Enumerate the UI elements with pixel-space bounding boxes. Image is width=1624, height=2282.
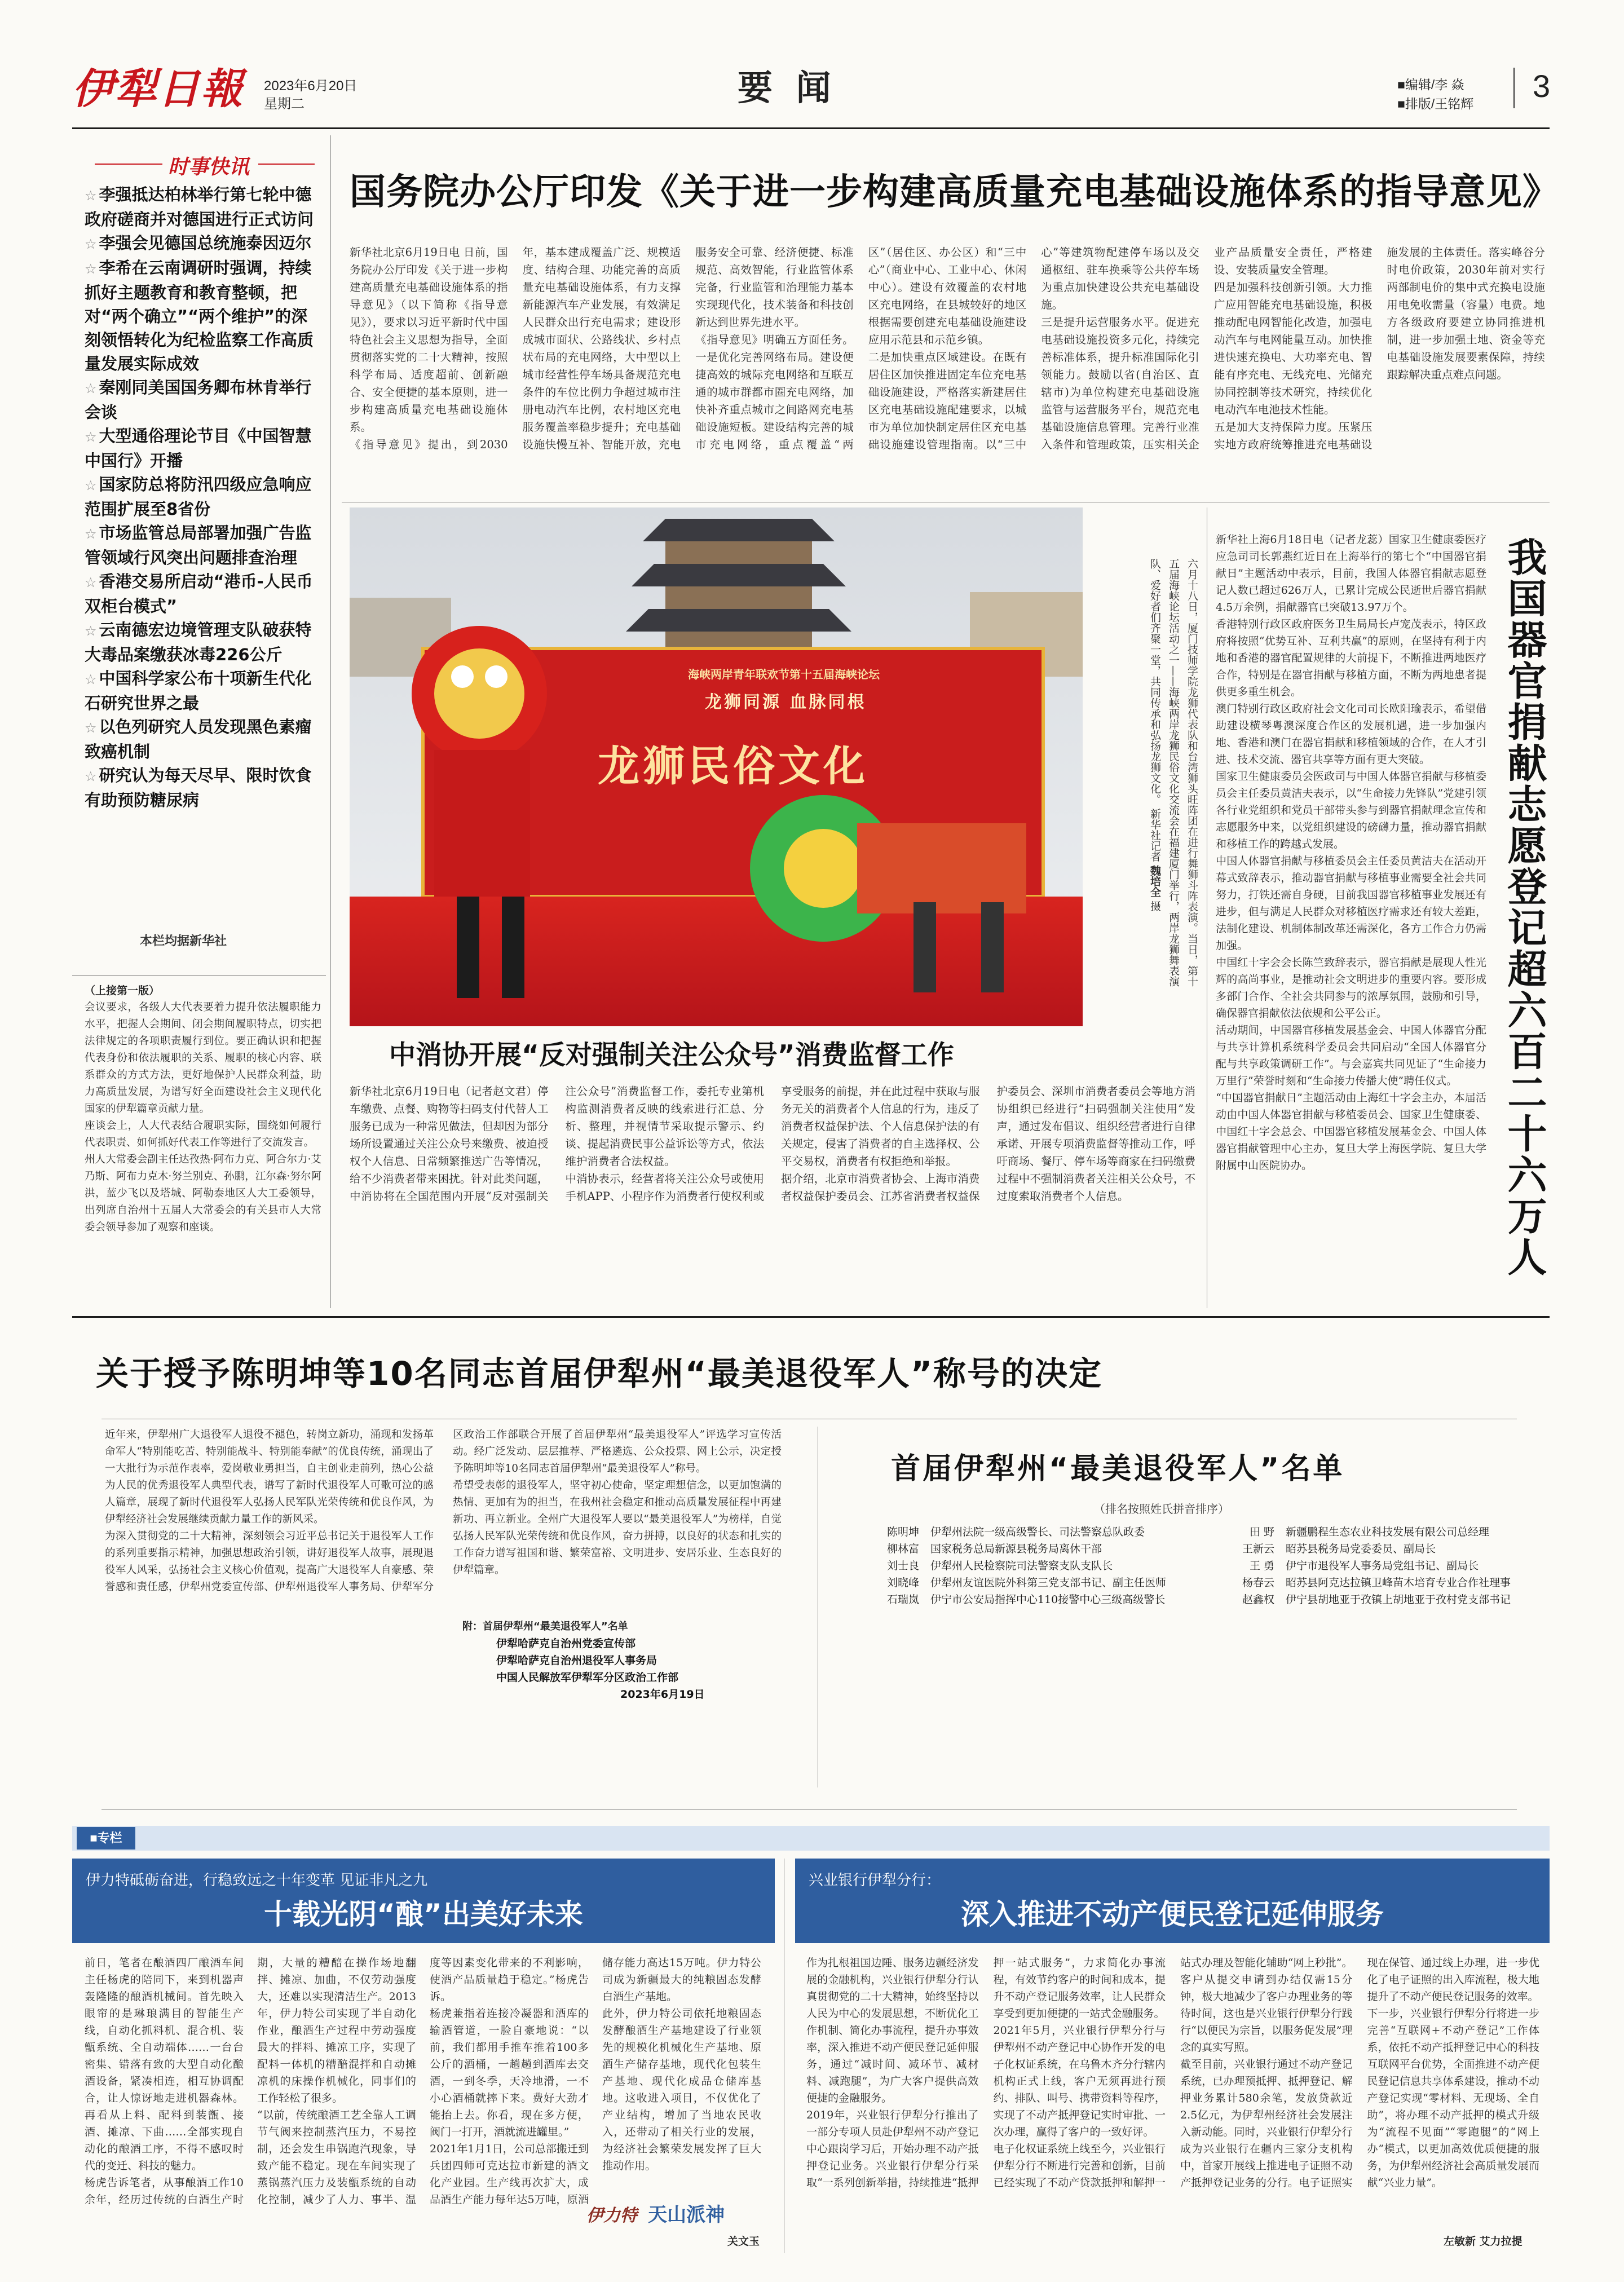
decision-body: 近年来，伊犁州广大退役军人退役不褪色，转岗立新功，涌现和发扬革命军人“特别能吃苦、特别能战斗、特别能奉献”的优良传统，涌现出了一大批行为示范作表率，爱岗敬业勇担当，自主创业走前列，热心公益为人民的优秀退役军人典型代表，谱写了新时代退役军人可歌可泣的感人篇章，展现了新时代退役军人弘扬人民军队光荣传统和优良作风，为伊犁经济社会发展继续贡献力量工作的新风采。 为深入贯彻党的二十大精神，深刻领会习近平总书记关于退役军人工作的系列重要指示精神，加强思想政治引领，讲好退役军人故事，展现退役军人风采，弘扬社会主义核心价值观，提高广大退役军人自豪感、荣誉感和责任感，伊犁州党委宣传部、伊犁州退役军人事务局、伊犁军分区政治工作部联合开展了首届伊犁州“最美退役军人”评选学习宣传活动。经广泛发动、层层推荐、严格遴选、公众投票、网上公示，决定授予陈明坤等10名同志首届伊犁州“最美退役军人”称号。 希望受表彰的退役军人，坚守初心使命，坚定理想信念，以更加饱满的热情、更加有为的担当，在我州社会稳定和推动高质量发展征程中再建新功、再立新业。全州广大退役军人要以“最美退役军人”为榜样，自觉弘扬人民军队光荣传统和优良作风，奋力拼搏，以良好的状态和扎实的工作奋力谱写祖国和谐、繁荣富裕、文明进步、安居乐业、生态良好的伊犁篇章。: [105, 1429, 782, 1593]
caption-text: 六月十八日，厦门技师学院龙狮代表队和台湾狮头旺阵团在进行舞狮斗阵表演。当日，第十五届海峡论坛活动之一——海峡两岸龙狮民俗文化交流会在福建厦门举行，两岸龙狮舞表演队、爱好者们齐聚一堂，共同传承和弘扬龙狮文化。: [1149, 558, 1198, 987]
roster-entry: 柳林富 国家税务总局新源县税务局离休干部: [886, 1543, 1102, 1555]
special-footer-logo: 伊力特: [586, 2206, 637, 2226]
special-left-body: 前日，笔者在酿酒四厂酿酒车间主任杨虎的陪同下，来到机器声轰隆隆的酿酒机械间。首先映入眼帘的是琳琅满目的智能生产线，自动化抓料机、混合机、装甑系统、全自动端体……一台台密集、错落有致的大型自动化酿酒设备，紧凑相连，相互协调配合，让人惊讶地走进机器森林。再看从上料、配料到装甑、接酒、摊凉、下曲……全部实现自动化的酿酒工序，不得不感叹时代的变迁、科技的魅力。 杨虎告诉笔者，从事酿酒工作10余年，经历过传统的白酒生产时期，大量的糟醅在操作场地翻拌、摊凉、加曲，不仅劳动强度大，还难以实现清洁生产。2013年，伊力特公司实现了半自动化作业，酿酒生产过程中劳动强度最大的拌料、摊凉工序，实现了配料一体机的糟醅混拌和自动摊凉机的床操作机械化，同事们的工作轻松了很多。 “以前，传统酿酒工艺全靠人工调节气阀来控制蒸汽压力，不易控制，还会发生串锅跑汽现象，导致产能不稳定。现在车间实现了蒸锅蒸汽压力及装甑系统的自动化控制，减少了人力、事半、温度等因素变化带来的不利影响，使酒产品质量趋于稳定。”杨虎告诉。 杨虎兼指着连接冷凝器和酒库的输酒管道，一脸自豪地说：“以前，我们都用手推车推着100多公斤的酒桶，一趟趟到酒库去交酒，一到冬季，天冷地滑，一不小心酒桶就摔下来。费好大劲才能抬上去。你看，现在多方便，阀门一打开，酒就流进罐里。” 2021年1月1日，公司总部搬迁到兵团四师可克达拉市新建的酒文化产业园。生产线再次扩大，成品酒生产能力每年达5万吨，原酒储存能力高达15万吨。伊力特公司成为新疆最大的纯粮固态发酵白酒生产基地。 此外，伊力特公司依托地粮固态发酵酿酒生产基地建设了行业领先的规模化机械化生产基地、原酒生产储存基地，现代化包装生产基地、现代化成品仓储库基地。这收进入项目，不仅优化了产业结构，增加了当地农民收入，还带动了相关行业的发展，为经济社会繁荣发展发挥了巨大推动作用。: [85, 1957, 761, 2206]
photo-caption: [1088, 558, 1201, 987]
donor-body: 新华社上海6月18日电（记者龙蕊）国家卫生健康委医疗应急司司长郭燕红近日在上海举行的第七个“中国器官捐献日”主题活动中表示，目前，我国人体器官捐献志愿登记人数已超过626万人，已累计完成公民逝世后器官捐献4.5万余例，捐献器官已突破13.97万个。 香港特别行政区政府医务卫生局局长卢宠茂表示，特区政府将按照“优势互补、互利共赢”的原则，在坚持有利于内地和香港的器官配置规律的大前提下，不断推进两地医疗合作，特别是在器官捐献与移植方面，不断为两地患者提供更多重生机会。 澳门特别行政区政府社会文化司司长欧阳瑜表示，希望借助建设横琴粤澳深度合作区的发展机遇，进一步加强内地、香港和澳门在器官捐献和移植领域的合作，在人才引进、技术交流、器官共享等方面有更大突破。 国家卫生健康委员会医政司与中国人体器官捐献与移植委员会主任委员黄洁夫表示，以“生命接力先锋队”党建引领各行业党组织和党员干部带头参与到器官捐献理念宣传和志愿服务中来，以党组织建设的磅礴力量，推动器官捐献和移植工作的跨越式发展。 中国人体器官捐献与移植委员会主任委员黄洁夫在活动开幕式致辞表示，推动器官捐献与移植事业需要全社会共同努力，打铁还需自身硬，目前我国器官移植事业发展还有进步，但与满足人民群众对移植医疗需求还有较大差距，法制化建设、机制体制改革还需深化，各方工作合力仍需加强。 中国红十字会会长陈竺致辞表示，器官捐献是展现人性光辉的高尚事业，是推动社会文明进步的重要内容。要形成多部门合作、全社会共同参与的浓厚氛围，鼓励和引导，确保器官捐献依法依规和公平公正。 活动期间，中国器官移植发展基金会、中国人体器官分配与共享计算机系统科学委员会共同启动“全国人体器官分配与共享政策调研工作”。与会嘉宾共同见证了“生命接力万里行”荣誉时刻和“生命接力传播大使”聘任仪式。 “中国器官捐献日”主题活动由上海红十字会主办，本届活动由中国人体器官捐献与移植委员会、国家卫生健康委、中国红十字会总会、中国器官移植发展基金会、中国人体器官捐献管理中心主办，复旦大学上海医学院、复旦大学附属中山医院协办。: [1216, 533, 1486, 1172]
special-tag-bar: [72, 1826, 1550, 1851]
special-left-kicker: 伊力特砥砺奋进，行稳致远之十年变革 见证非凡之九: [86, 1872, 428, 1889]
special-right-band: [795, 1859, 1550, 1943]
flash-item[interactable]: ☆ 云南德宏边境管理支队破获特大毒品案缴获冰毒226公斤: [85, 620, 312, 664]
issue-date: 2023年6月20日: [264, 78, 358, 94]
roster-left: [846, 1524, 1195, 1608]
roster-note: （排名按照姓氏拼音排序）: [1094, 1502, 1229, 1516]
roster-entry: 田 野 新疆鹏程生态农业科技发展有限公司总经理: [1249, 1526, 1490, 1538]
decision-issuer: 伊犁哈萨克自治州党委宣传部: [496, 1637, 636, 1650]
special-footer-slogan: 天山派神: [648, 2204, 725, 2226]
masthead-rule: [72, 127, 1550, 129]
masthead: [72, 62, 1550, 118]
star-icon: ☆: [85, 381, 97, 396]
flash-title-rule-right: [258, 164, 315, 165]
star-icon: ☆: [85, 236, 97, 252]
star-icon: ☆: [85, 526, 97, 542]
decision-signature: [462, 1618, 778, 1787]
logo: 伊犁日報: [72, 65, 244, 113]
flash-item[interactable]: ☆ 秦刚同美国国务卿布林肯举行会谈: [85, 378, 312, 422]
star-icon: ☆: [85, 478, 97, 493]
special-left-band: [72, 1859, 775, 1943]
roster-entry: 赵鑫权 伊宁县胡地亚于孜镇上胡地亚于孜村党支部书记: [1242, 1594, 1511, 1606]
special-left-byline: 关文玉: [727, 2235, 760, 2248]
issue-weekday: 星期二: [264, 96, 304, 112]
roster-entry: 刘晓峰 伊犁州友谊医院外科第三党支部书记、副主任医师: [886, 1577, 1167, 1589]
star-icon: ☆: [85, 261, 97, 277]
lead-body: 新华社北京6月19日电 日前，国务院办公厅印发《关于进一步构建高质量充电基础设施体系的指导意见》（以下简称《指导意见》），要求以习近平新时代中国特色社会主义思想为指导，全面贯彻落实党的二十大精神，按照科学布局、适度超前、创新融合、安全便捷的基本原则，进一步构建高质量充电基础设施体系。 《指导意见》提出，到2030年，基本建成覆盖广泛、规模适度、结构合理、功能完善的高质量充电基础设施体系，有力支撑新能源汽车产业发展，有效满足人民群众出行充电需求；建设形成城市面状、公路线状、乡村点状布局的充电网络，大中型以上城市经营性停车场具备规范充电条件的车位比例力争超过城市注册电动汽车比例，农村地区充电服务覆盖率稳步提升；充电基础设施快慢互补、智能开放，充电服务安全可靠、经济便捷、标准规范、高效智能，行业监管体系完备，行业监管和治理能力基本实现现代化，技术装备和科技创新达到世界先进水平。 《指导意见》明确五方面任务。一是优化完善网络布局。建设便捷高效的城际充电网络和互联互通的城市群都市圈充电网络，加快补齐重点城市之间路网充电基础设施短板。建设结构完善的城市充电网络，重点覆盖“两区”（居住区、办公区）和“三中心”（商业中心、工业中心、休闲中心）。建设有效覆盖的农村地区充电网络，在县城较好的地区根据需要创建充电基础设施建设应用示范县和示范乡镇。 二是加快重点区域建设。在既有居住区加快推进固定车位充电基础设施建设，严格落实新建居住区充电基础设施配建要求，以城市为单位加快制定居住区充电基础设施建设管理指南。以“三中心”等建筑物配建停车场以及交通枢纽、驻车换乘等公共停车场为重点加快建设公共充电基础设施。 三是提升运营服务水平。促进充电基础设施投资多元化，持续完善标准体系，提升标准国际化引领能力。鼓励以省(自治区、直辖市)为单位构建充电基础设施监管与运营服务平台，规范充电基础设施信息管理。完善行业准入条件和管理政策，压实相关企业产品质量安全责任，严格建设、安装质量安全管理。 四是加强科技创新引领。大力推广应用智能充电基础设施，积极推动配电网智能化改造，加强电动汽车与电网能量互动。加快推进快速充换电、大功率充电、智能有序充电、无线充电、光储充协同控制等技术研究，持续优化电动汽车电池技术性能。 五是加大支持保障力度。压紧压实地方政府统筹推进充电基础设施发展的主体责任。落实峰谷分时电价政策，2030年前对实行两部制电价的集中式充换电设施用电免收需量（容量）电费。地方各级政府要建立协同推进机制，进一步加强土地、资金等充电基础设施发展要素保障，持续跟踪解决重点难点问题。: [350, 246, 1545, 451]
special-tag: ■专栏: [77, 1827, 135, 1850]
flash-item[interactable]: ☆ 市场监管总局部署加强广告监管领域行风突出问题排查治理: [85, 523, 312, 567]
roster-entry: 王 勇 伊宁市退役军人事务局党组书记、副局长: [1249, 1560, 1479, 1572]
decision-date: 2023年6月19日: [620, 1688, 705, 1701]
flash-item[interactable]: ☆ 李希在云南调研时强调，持续抓好主题教育和教育整顿，把对“两个确立”“两个维护”的深刻领悟转化为纪检监察工作高质量发展实际成效: [85, 258, 314, 373]
flash-item[interactable]: ☆ 李强抵达柏林举行第七轮中德政府磋商并对德国进行正式访问: [85, 185, 314, 229]
star-icon: ☆: [85, 429, 97, 445]
flash-source: 本栏均据新华社: [140, 934, 227, 948]
caption-credit-name: 魏培全: [1149, 865, 1161, 898]
layout-credit: ■排版/王铭辉: [1397, 96, 1474, 111]
flash-item[interactable]: ☆ 李强会见德国总统施泰因迈尔: [85, 233, 312, 253]
flash-title: 时事快讯: [168, 156, 250, 179]
banner-main: 龙狮同源 血脉同根: [705, 692, 867, 712]
banner-big: 龙狮民俗文化: [598, 742, 868, 791]
caption-credit-agency: 新华社记者: [1149, 808, 1161, 862]
special-left-headline: 十载光阴“酿”出美好未来: [264, 1898, 583, 1931]
star-icon: ☆: [85, 623, 97, 639]
decision-issuer: 中国人民解放军伊犁军分区政治工作部: [496, 1671, 679, 1684]
special-right-headline: 深入推进不动产便民登记延伸服务: [961, 1898, 1384, 1931]
flash-item[interactable]: ☆ 中国科学家公布十项新生代化石研究世界之最: [85, 669, 312, 713]
continued-label: （上接第一版）: [85, 985, 160, 997]
roster-entry: 刘士良 伊犁州人民检察院司法警察支队支队长: [886, 1560, 1113, 1572]
special-right-byline: 左敏新 艾力拉提: [1444, 2235, 1522, 2248]
star-icon: ☆: [85, 720, 97, 736]
roster-entry: 陈明坤 伊犁州法院一级高级警长、司法警察总队政委: [886, 1526, 1145, 1538]
decision-headline: 关于授予陈明坤等10名同志首届伊犁州“最美退役军人”称号的决定: [96, 1354, 1102, 1393]
decision-top-rule: [72, 1316, 1550, 1318]
page-number: 3: [1533, 68, 1551, 104]
roster-entry: 杨春云 昭苏县阿克达拉镇卫峰苗木培育专业合作社理事: [1242, 1577, 1511, 1589]
roster-entry: 王新云 昭苏县税务局党委委员、副局长: [1242, 1543, 1436, 1555]
star-icon: ☆: [85, 575, 97, 590]
caption-credit-action: 摄: [1149, 901, 1161, 912]
continued-body: 会议要求，各级人大代表要着力提升依法履职能力水平，把握人会期间、闭会期间履职特点，切实把法律规定的各项职责履行到位。要正确认识和把握代表身份和依法履职的关系、履职的核心内容、联系群众的方式方法，更好地保护人民群众利益，助力高质量发展，为谱写好全面建设社会主义现代化国家的伊犁篇章贡献力量。 座谈会上，人大代表结合履职实际，围绕如何履行代表职责、如何抓好代表工作等进行了交流发言。 州人大常委会副主任达孜热·阿布力克、阿合尔力·艾乃斯、阿布力克木·努兰别克、孙鹏，江尔森·努尔阿洪，蓝少飞以及塔城、阿勒泰地区人大工委领导，出列席自治州十五届人大常委会的有关县市人大常委会领导参加了观察和座谈。: [85, 1001, 321, 1233]
star-icon: ☆: [85, 188, 97, 204]
continued-article: [85, 982, 321, 1304]
decision-annex: 附：首届伊犁州“最美退役军人”名单: [462, 1621, 628, 1632]
star-icon: ☆: [85, 769, 97, 784]
decision-issuer: 伊犁哈萨克自治州退役军人事务局: [496, 1654, 657, 1667]
star-icon: ☆: [85, 672, 97, 687]
flash-title-rule-left: [95, 164, 162, 165]
page-divider: [1513, 68, 1515, 108]
roster-right: [1201, 1524, 1539, 1608]
flash-news: [72, 135, 320, 964]
roster-title: 首届伊犁州“最美退役军人”名单: [891, 1452, 1345, 1486]
lead-headline: 国务院办公厅印发《关于进一步构建高质量充电基础设施体系的指导意见》: [350, 171, 1559, 213]
flash-item[interactable]: ☆ 研究认为每天尽早、限时饮食有助预防糖尿病: [85, 766, 312, 810]
consumer-headline: 中消协开展“反对强制关注公众号”消费监督工作: [389, 1040, 954, 1071]
roster-entry: 石瑞岚 伊宁市公安局指挥中心110接警中心三级高级警长: [886, 1594, 1166, 1606]
special-right-body: 作为扎根祖国边陲、服务边疆经济发展的金融机构，兴业银行伊犁分行认真贯彻党的二十大精神，始终坚持以人民为中心的发展思想，不断优化工作机制、简化办事流程，提升办事效率，深入推进不动产便民登记延伸服务，通过“减时间、减环节、减材料、减跑腿”，为广大客户提供高效便捷的金融服务。 2019年，兴业银行伊犁分行推出了一部分专项人员赴伊犁州不动产登记中心跟岗学习后，开始办理不动产抵押登记业务。兴业银行伊犁分行采取“一系列创新举措，持续推进“抵押押一站式服务”，力求简化办事流程，有效节约客户的时间和成本，提升不动产登记服务效率，让人民群众享受到更加便捷的一站式金融服务。 2021年5月，兴业银行伊犁分行与伊犁州不动产登记中心协作开发的电子化权证系统，在乌鲁木齐分行辖内机构正式上线，客户无须再进行预约、排队、叫号、携带资料等程序，实现了不动产抵押登记实时审批、一次办理，赢得了客户的一致好评。 电子化权证系统上线至今，兴业银行伊犁分行不断进行完善和创新，目前已经实现了不动产贷款抵押和解押一站式办理及智能化辅助“网上秒批”。客户从提交申请到办结仅需15分钟，极大地减少了客户办理业务的等待时间，这也是兴业银行伊犁分行践行“以便民为宗旨，以服务促发展”理念的真实写照。 截至目前，兴业银行通过不动产登记系统，已办理预抵押、抵押登记、解押业务累计580余笔，发放贷款近2.5亿元，为伊犁州经济社会发展注入新动能。同时，兴业银行伊犁分行成为兴业银行在疆内三家分支机构中，首家开展线上推进电子证照不动产抵押登记业务的分行。电子证照实现在保管、通过线上办理，进一步优化了电子证照的出入库流程，极大地提升了不动产便民登记服务的效率。 下一步，兴业银行伊犁分行将进一步完善“互联网+不动产登记”工作体系，依托不动产抵押登记中心的科技互联网平台优势，全面推进不动产便民登记信息共享体系建设，推动不动产登记实现“零材料、无现场、全自助”，将办理不动产抵押的模式升级为“流程不见面”“零跑腿”的“网上办”模式，以更加高效优质便捷的服务，为伊犁州经济社会高质量发展而献“兴业力量”。: [806, 1957, 1539, 2189]
flash-item[interactable]: ☆ 大型通俗理论节目《中国智慧中国行》开播: [85, 426, 312, 470]
flash-item[interactable]: ☆ 以色列研究人员发现黑色素瘤致癌机制: [85, 717, 312, 761]
special-footer-logo-block: [586, 2199, 773, 2233]
flash-item[interactable]: ☆ 国家防总将防汛四级应急响应范围扩展至8省份: [85, 475, 312, 519]
special-right-kicker: 兴业银行伊犁分行：: [809, 1872, 941, 1889]
donor-headline: 我国器官捐献志愿登记超六百二十六万人: [1501, 537, 1547, 1278]
flash-list: [85, 183, 316, 812]
flash-divider: [330, 135, 331, 1308]
flash-item[interactable]: ☆ 香港交易所启动“港币-人民币双柜台模式”: [85, 572, 313, 616]
editor-credit: ■编辑/李 焱: [1397, 77, 1464, 92]
banner-top: 海峡两岸青年联欢节第十五届海峡论坛: [688, 668, 880, 681]
section-title: 要 闻: [738, 67, 837, 108]
photo-lion-dance: [350, 507, 1083, 1026]
consumer-body: 新华社北京6月19日电（记者赵文君）停车缴费、点餐、购物等扫码支付代替人工服务已成为一种常见做法，但却因为部分场所设置通过关注公众号来缴费、被迫授权个人信息、日常频繁推送广告等情况，给不少消费者带来困扰。针对此类问题，中消协将在全国范围内开展“反对强制关注公众号”消费监督工作，委托专业第机构监测消费者反映的线索进行汇总、分析、整理，并视情节采取提示警示、约谈、提起消费民事公益诉讼等方式，依法维护消费者合法权益。 中消协表示，经营者将关注公众号或使用手机APP、小程序作为消费者行使权利或享受服务的前提，并在此过程中获取与服务无关的消费者个人信息的行为，违反了消费者权益保护法、个人信息保护法的有关规定，侵害了消费者的自主选择权、公平交易权，消费者有权拒绝和举报。 据介绍，北京市消费者协会、上海市消费者权益保护委员会、江苏省消费者权益保护委员会、深圳市消费者委员会等地方消协组织已经进行“扫码强制关注使用”发声，通过发布倡议、组织经营者进行自律承诺、开展专项消费监督等推动工作，呼吁商场、餐厅、停车场等商家在扫码缴费过程中不强制消费者关注相关公众号，不过度索取消费者个人信息。: [350, 1085, 1195, 1203]
